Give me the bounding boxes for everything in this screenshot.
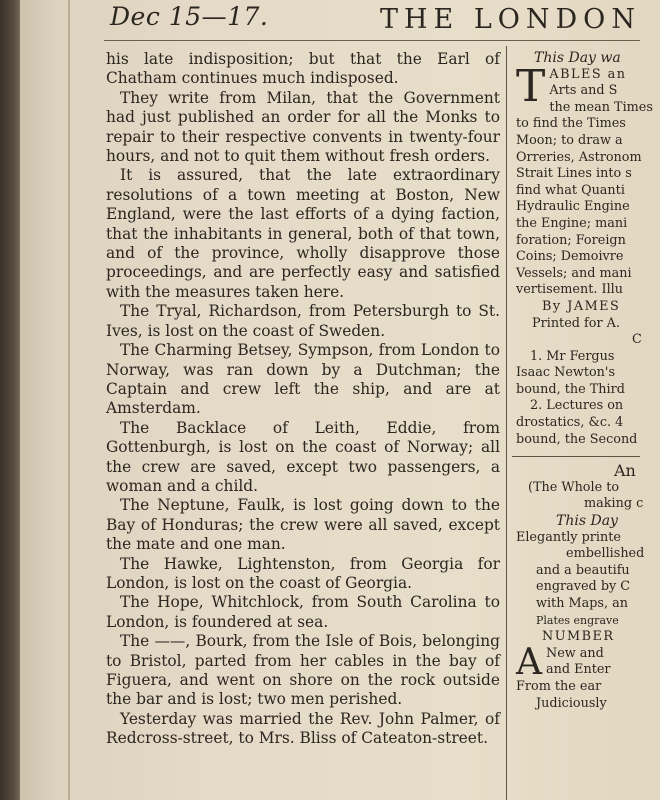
advert-line: and a beautifu xyxy=(536,562,630,578)
advert-line: NUMBER xyxy=(542,629,615,645)
advert-line: bound, the Second xyxy=(516,431,638,447)
news-paragraph: The Backlace of Leith, Eddie, from Gottenburgh, is lost on the coast of Norway; all the crew are saved, except two passengers, a woman and a child. xyxy=(106,418,500,495)
advert-lower xyxy=(516,461,645,712)
advert-line: This Day xyxy=(556,513,618,530)
section-divider xyxy=(512,456,640,457)
masthead xyxy=(104,0,640,41)
advert-line: Moon; to draw a xyxy=(516,132,623,148)
advert-line: making c xyxy=(584,496,644,512)
advert-line: C xyxy=(632,332,642,348)
drop-cap: T xyxy=(516,60,546,112)
advert-line: foration; Foreign xyxy=(516,232,626,248)
advert-line: with Maps, an xyxy=(536,596,628,611)
advert-line: 2. Lectures on xyxy=(530,398,624,414)
advert-line: Judiciously xyxy=(536,695,607,711)
advert-line: Hydraulic Engine xyxy=(516,199,630,215)
advert-line: Arts and S xyxy=(549,83,618,99)
advert-line: the mean Times xyxy=(549,99,653,115)
column-rule xyxy=(506,46,507,800)
news-paragraph: The Tryal, Richardson, from Petersburgh to St. Ives, is lost on the coast of Sweden. xyxy=(106,302,500,340)
advert-line: find what Quanti xyxy=(516,182,625,198)
advert-line: (The Whole to xyxy=(528,479,620,495)
advert-body xyxy=(516,60,653,449)
advert-line: Coins; Demoivre xyxy=(516,249,624,265)
main-column xyxy=(106,50,500,749)
drop-cap: A xyxy=(516,641,542,683)
news-paragraph: The Neptune, Faulk, is lost going down to the Bay of Honduras; the crew were all saved, except the mate and one man. xyxy=(106,496,500,554)
advert-line: By JAMES xyxy=(542,298,621,314)
advert-line: New and xyxy=(546,645,604,661)
news-paragraph: Yesterday was married the Rev. John Palmer, of Redcross-street, to Mrs. Bliss of Cateaton-street. xyxy=(106,709,500,748)
advert-line: Orreries, Astronom xyxy=(516,149,642,165)
advert-line: Isaac Newton's xyxy=(516,365,616,381)
advertisement-column xyxy=(516,50,653,712)
advert-line: embellished xyxy=(566,546,645,562)
news-paragraph: his late indisposition; but that the Earl of Chatham continues much indisposed. xyxy=(106,50,500,88)
advert-line: to find the Times xyxy=(516,116,626,132)
news-paragraph: The Charming Betsey, Sympson, from London to Norway, was ran down by a Dutchman; the Captain and crew left the ship, and are at Amsterdam. xyxy=(106,341,500,418)
advert-line: From the ear xyxy=(516,678,602,694)
advert-line: drostatics, &c. 4 xyxy=(516,415,624,431)
advert-line: 1. Mr Fergus xyxy=(530,348,615,364)
advert-line: vertisement. Illu xyxy=(516,282,624,298)
advert-line: engraved by C xyxy=(536,579,631,595)
page-fold-shadow xyxy=(68,0,70,800)
advert-line: Plates engrave xyxy=(536,613,619,627)
advert-line: Vessels; and mani xyxy=(516,265,632,281)
issue-date: Dec 15—17. xyxy=(110,2,269,31)
news-paragraph: They write from Milan, that the Government had just published an order for all the Monks to repair to their respective convents in twenty-four hours, and not to quit them without fresh orders. xyxy=(106,88,500,166)
news-paragraph: The ——, Bourk, from the Isle of Bois, belonging to Bristol, parted from her cables in the bay of Figuera, and went on shore on the rock outside the bar and is lost; two men perished. xyxy=(106,632,500,709)
advert-line: the Engine; mani xyxy=(516,215,628,231)
newspaper-title: THE LONDON xyxy=(380,4,641,35)
news-paragraph: It is assured, that the late extraordinary resolutions of a town meeting at Boston, New England, were the last efforts of a dying faction, that the inhabitants in general, both of that town, and of the province, wholly disapprove those proceedings, and are perfectly easy and satisfied with the measures taken here. xyxy=(106,166,500,301)
news-paragraph: The Hope, Whitchlock, from South Carolina to London, is foundered at sea. xyxy=(106,593,500,631)
advert-line: Strait Lines into s xyxy=(516,166,632,182)
advert-line: bound, the Third xyxy=(516,381,625,397)
advert-line: and Enter xyxy=(546,662,611,678)
advert-heading: This Day wa xyxy=(534,50,621,66)
news-paragraph: The Hawke, Lightenston, from Georgia for London, is lost on the coast of Georgia. xyxy=(106,554,500,592)
advert-line: Elegantly printe xyxy=(516,529,621,545)
advert-line: An xyxy=(614,461,636,481)
advert-line: ABLES an xyxy=(549,66,627,82)
advert-line: Printed for A. xyxy=(532,315,620,331)
